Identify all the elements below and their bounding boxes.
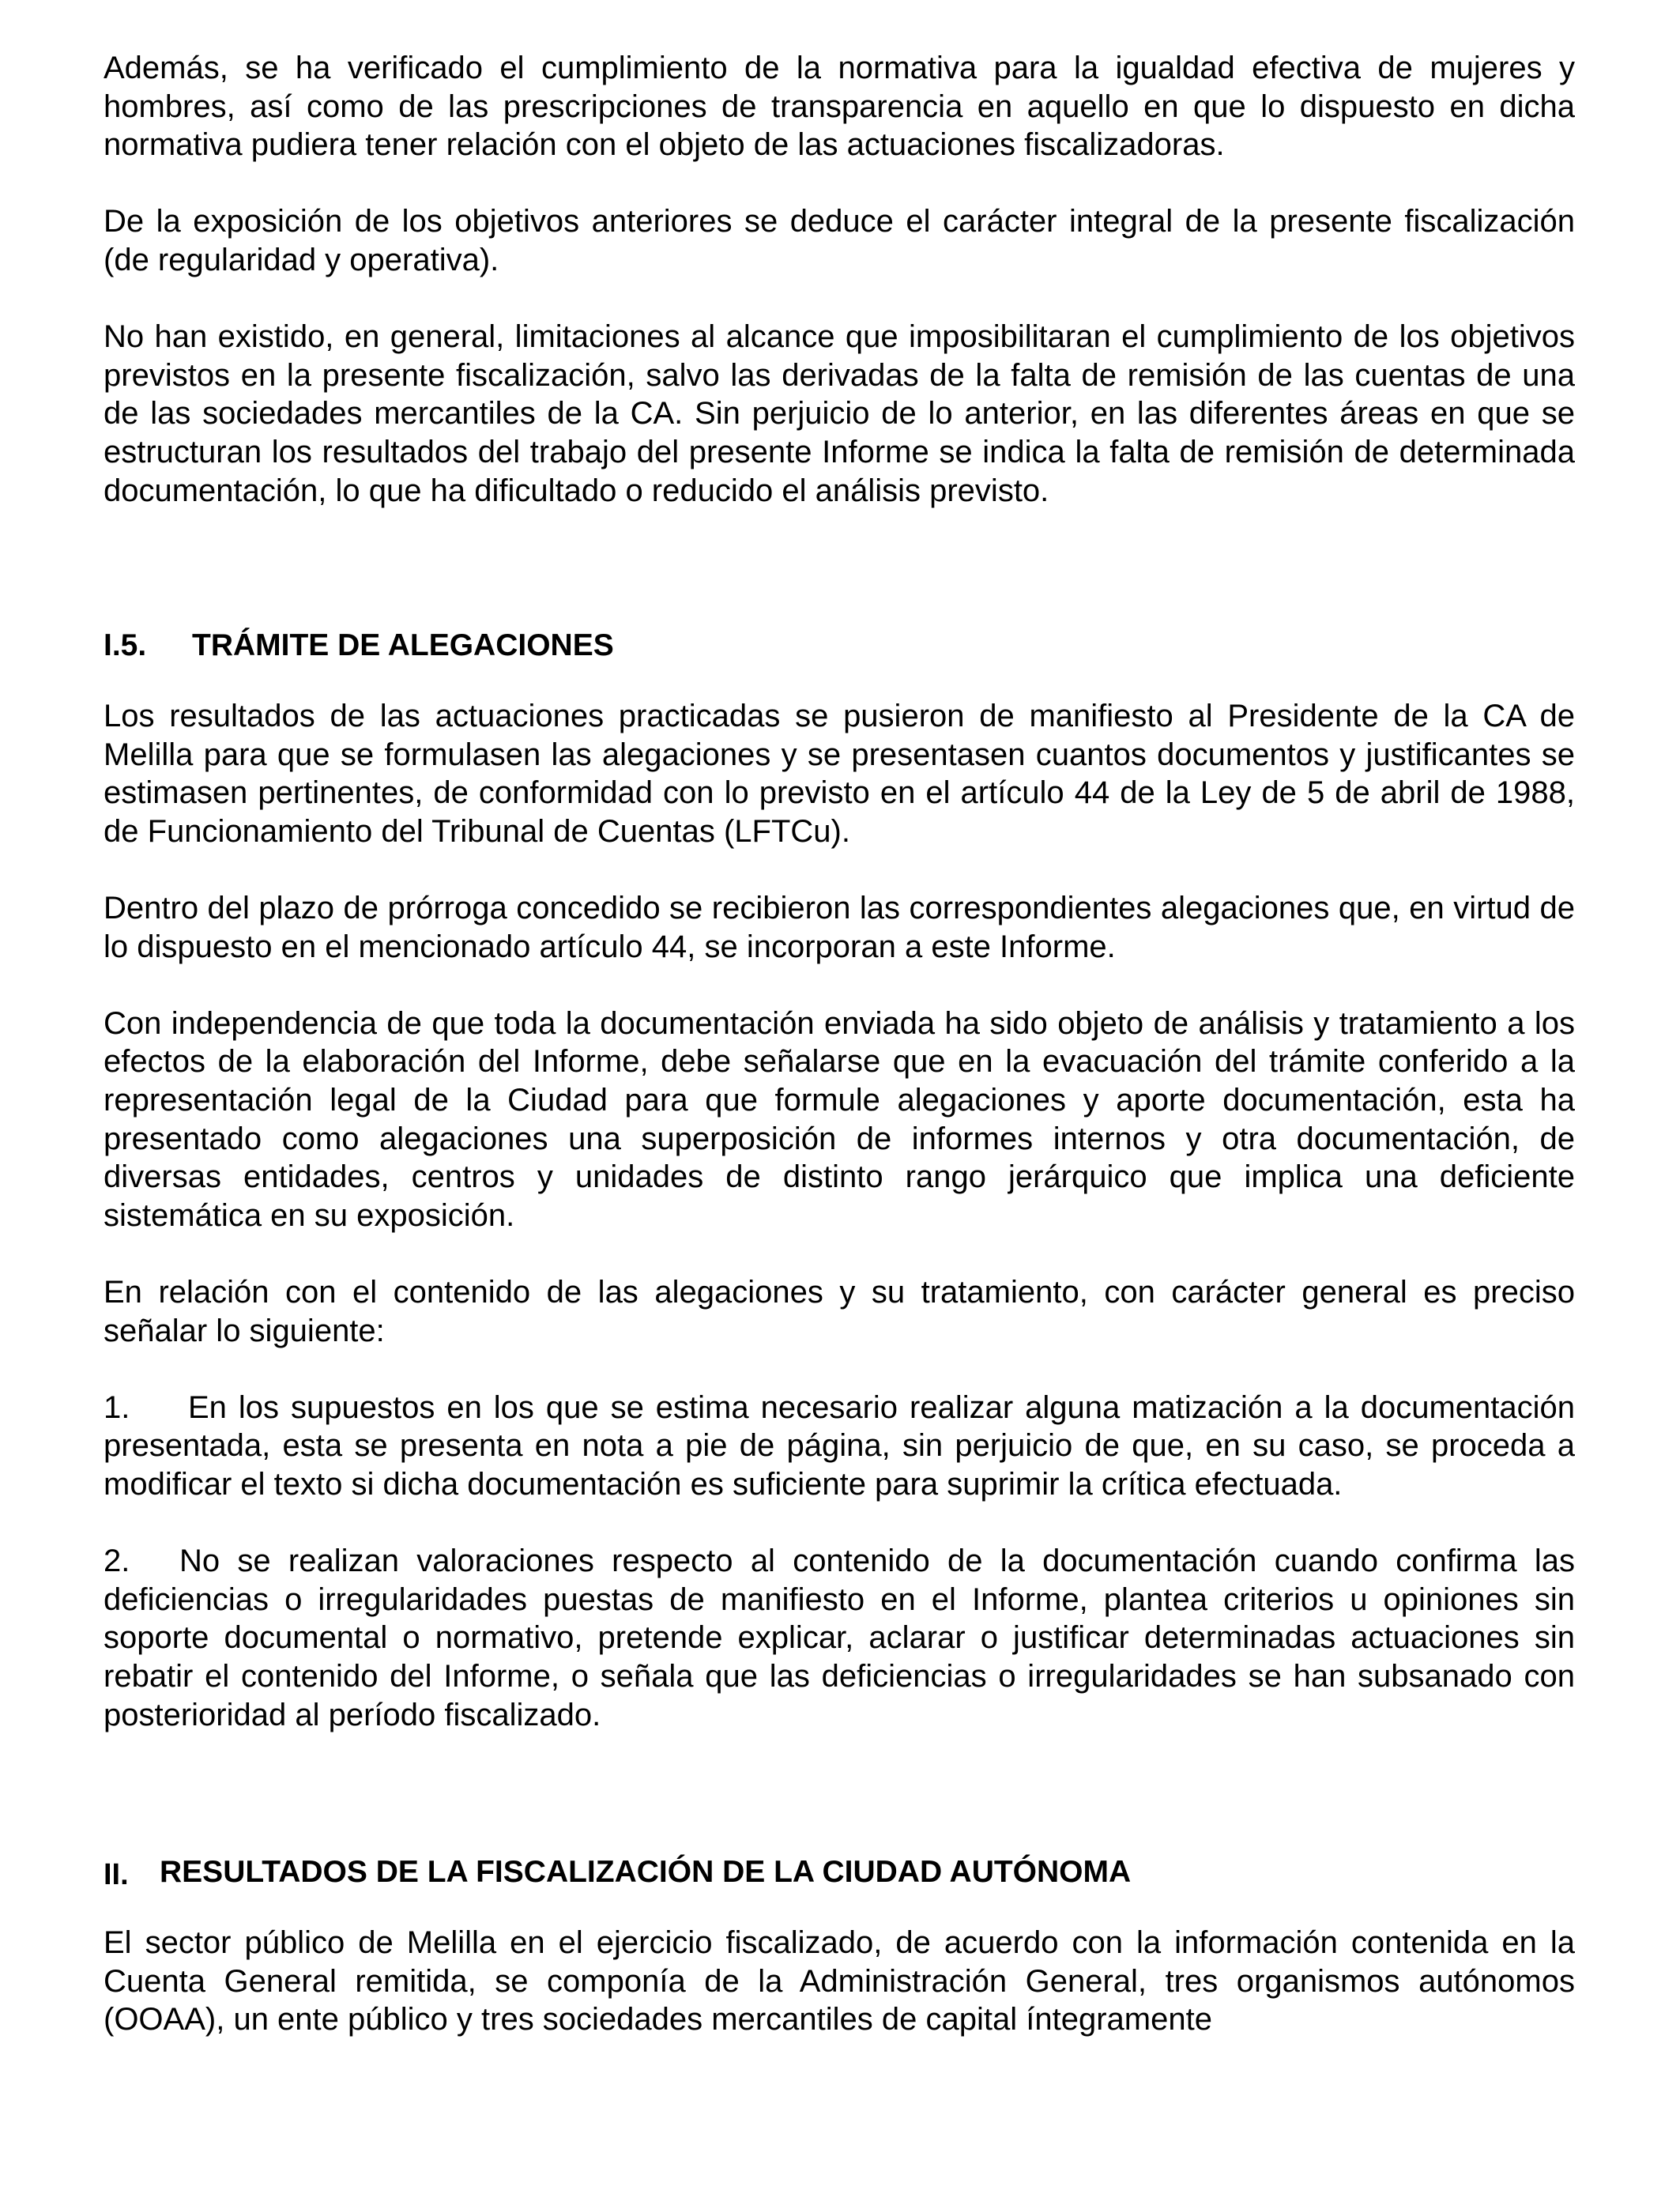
list-item-text: No se realizan valoraciones respecto al contenido de la documentación cuando confirma las deficiencias o irregularidades puestas de manifiesto en el Informe, plantea criterios u opiniones sin soporte documental o normativo, pretende explicar, aclarar o justificar determinadas actuaciones sin rebatir el contenido del Informe, o señala que las deficiencias o irregularidades se han subsanado con posterioridad al período fiscalizado. [104, 1544, 1575, 1732]
section-number-ii: II. [104, 1858, 129, 1892]
list-number: 1. [104, 1389, 130, 1425]
section-heading-i5 [104, 626, 1575, 665]
paragraph-igualdad: Además, se ha verificado el cumplimiento de la normativa para la igualdad efectiva de mujeres y hombres, así como de las prescripciones de transparencia en aquello en que lo dispuesto en dicha normativa pudiera tener relación con el objeto de las actuaciones fiscalizadoras. [104, 51, 1575, 163]
section-heading-ii [104, 1853, 1575, 1892]
paragraph-plazo-prorroga: Dentro del plazo de prórroga concedido se recibieron las correspondientes alegaciones que, en virtud de lo dispuesto en el mencionado artículo 44, se incorporan a este Informe. [104, 891, 1575, 964]
list-item-text: En los supuestos en los que se estima necesario realizar alguna matización a la documentación presentada, esta se presenta en nota a pie de página, sin perjuicio de que, en su caso, se proceda a modificar el texto si dicha documentación es suficiente para suprimir la crítica efectuada. [104, 1389, 1575, 1502]
list-item-1 [104, 1389, 1575, 1504]
list-number: 2. [104, 1544, 130, 1579]
paragraph-sector-publico: El sector público de Melilla en el ejercicio fiscalizado, de acuerdo con la información contenida en la Cuenta General remitida, se componía de la Administración General, tres organismos autónomos (OOAA), un ente público y tres sociedades mercantiles de capital íntegramente [104, 1925, 1575, 2038]
section-number-i5: I.5. [104, 628, 147, 663]
section-title-i5: TRÁMITE DE ALEGACIONES [192, 628, 614, 663]
paragraph-limitaciones: No han existido, en general, limitaciones al alcance que imposibilitaran el cumplimiento de los objetivos previstos en la presente fiscalización, salvo las derivadas de la falta de remisión de las cuentas de una de las sociedades mercantiles de la CA. Sin perjuicio de lo anterior, en las diferentes áreas en que se estructuran los resultados del trabajo del presente Informe se indica la falta de remisión de determinada documentación, lo que ha dificultado o reducido el análisis previsto. [104, 319, 1575, 508]
paragraph-caracter-integral: De la exposición de los objetivos anteriores se deduce el carácter integral de la presente fiscalización (de regularidad y operativa). [104, 204, 1575, 277]
paragraph-relacion-contenido: En relación con el contenido de las alegaciones y su tratamiento, con carácter general es preciso señalar lo siguiente: [104, 1275, 1575, 1348]
list-item-2 [104, 1542, 1575, 1734]
section-title-ii: RESULTADOS DE LA FISCALIZACIÓN DE LA CIUDAD AUTÓNOMA [160, 1855, 1132, 1890]
document-page [104, 49, 1575, 2039]
paragraph-independencia: Con independencia de que toda la documentación enviada ha sido objeto de análisis y tratamiento a los efectos de la elaboración del Informe, debe señalarse que en la evacuación del trámite conferido a la representación legal de la Ciudad para que formule alegaciones y aporte documentación, esta ha presentado como alegaciones una superposición de informes internos y otra documentación, de diversas entidades, centros y unidades de distinto rango jerárquico que implica una deficiente sistemática en su exposición. [104, 1005, 1575, 1233]
paragraph-resultados-manifiesto: Los resultados de las actuaciones practicadas se pusieron de manifiesto al Presidente de la CA de Melilla para que se formulasen las alegaciones y se presentasen cuantos documentos y justificantes se estimasen pertinentes, de conformidad con lo previsto en el artículo 44 de la Ley de 5 de abril de 1988, de Funcionamiento del Tribunal de Cuentas (LFTCu). [104, 699, 1575, 849]
